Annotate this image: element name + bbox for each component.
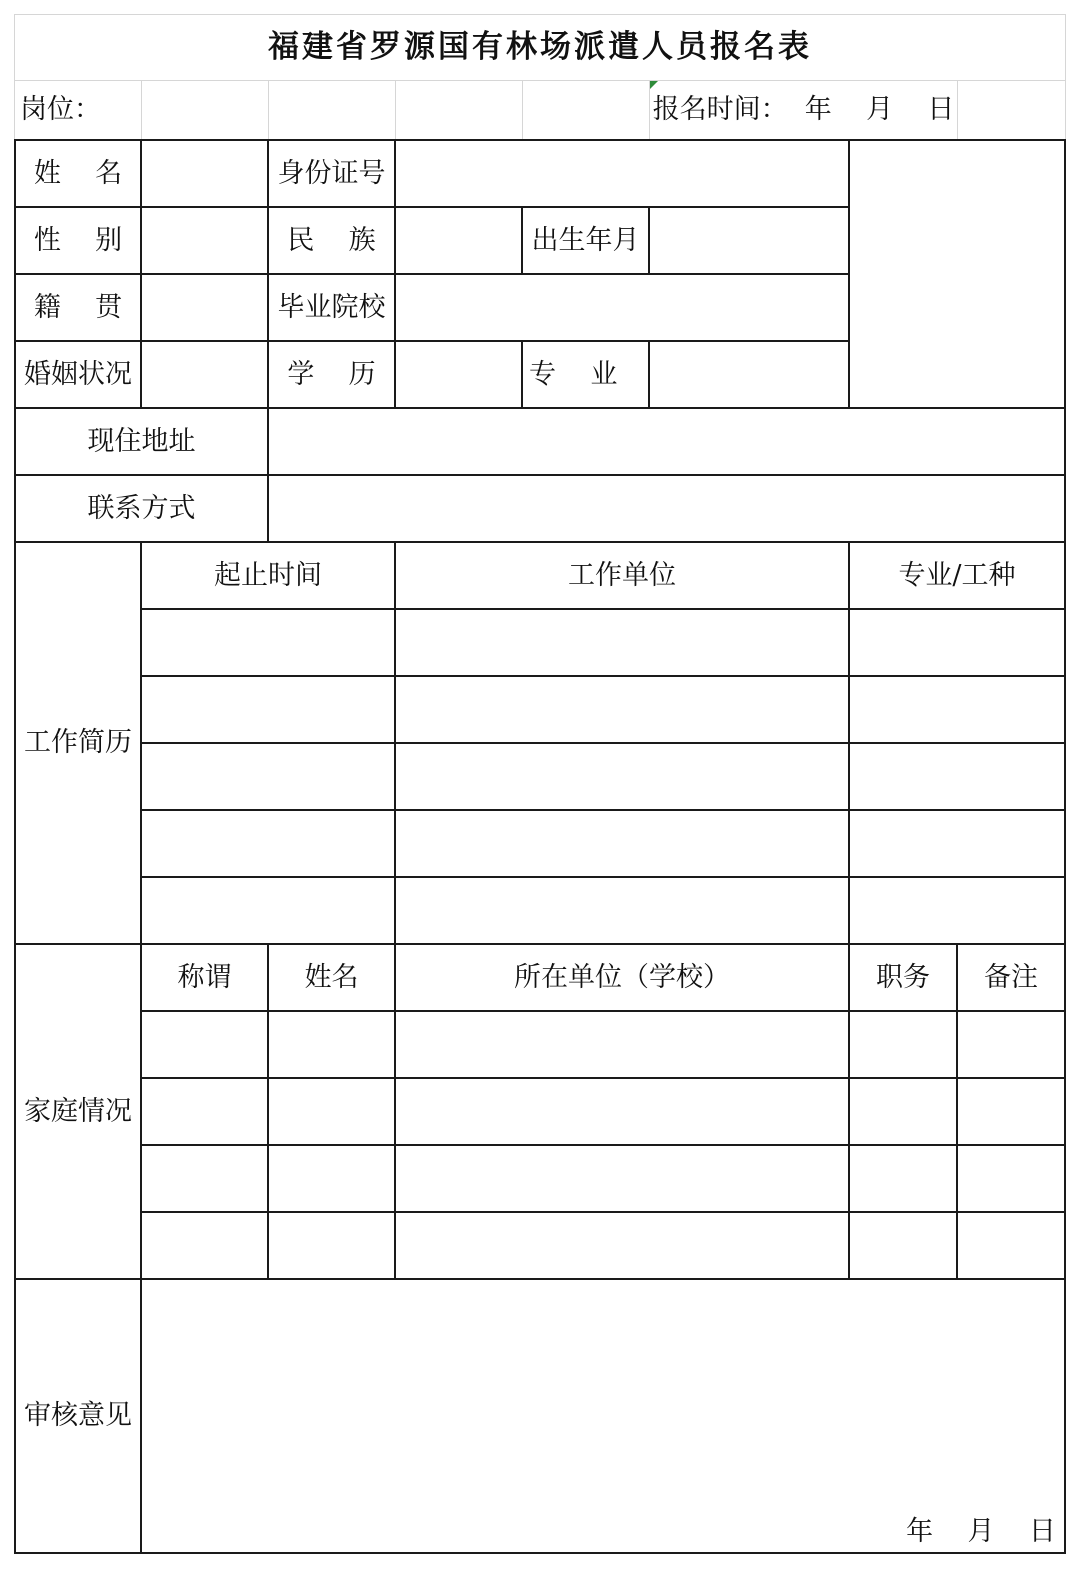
- border-line: [648, 340, 650, 408]
- border-line: [141, 1010, 1066, 1012]
- major-label: 专 业: [529, 358, 618, 390]
- border-line: [14, 1552, 1066, 1554]
- gender-label: 性 别: [33, 224, 123, 256]
- border-line: [394, 139, 396, 408]
- family-header-organization: 所在单位（学校）: [514, 961, 730, 993]
- birth-date-label: 出生年月: [531, 224, 640, 256]
- family-header-notes: 备注: [984, 961, 1038, 993]
- border-line: [394, 541, 396, 1280]
- ethnicity-label: 民 族: [287, 224, 376, 256]
- work-header-specialty: 专业/工种: [898, 559, 1016, 591]
- id-number-label: 身份证号: [277, 157, 386, 189]
- family-header-title: 职务: [876, 961, 930, 993]
- border-line: [141, 675, 1066, 677]
- gridline: [522, 80, 523, 140]
- border-line: [14, 1278, 1066, 1280]
- gridline: [268, 80, 269, 140]
- family-header-name: 姓名: [304, 961, 359, 993]
- border-line: [14, 139, 1066, 141]
- education-label: 学 历: [287, 358, 376, 390]
- school-label: 毕业院校: [277, 291, 386, 323]
- border-line: [140, 541, 142, 1554]
- border-line: [141, 1077, 1066, 1079]
- border-line: [848, 541, 850, 1280]
- gridline: [395, 80, 396, 140]
- border-line: [141, 876, 1066, 878]
- border-line: [141, 742, 1066, 744]
- work-history-label: 工作简历: [24, 727, 132, 759]
- work-header-employer: 工作单位: [568, 559, 676, 591]
- border-line: [141, 809, 1066, 811]
- review-label: 审核意见: [24, 1400, 132, 1432]
- gridline: [957, 80, 958, 140]
- family-header-relation: 称谓: [177, 961, 232, 993]
- origin-label: 籍 贯: [33, 291, 123, 323]
- gridline: [141, 80, 142, 140]
- border-line: [141, 608, 1066, 610]
- contact-label: 联系方式: [87, 492, 196, 524]
- border-line: [141, 1211, 1066, 1213]
- border-line: [140, 139, 142, 408]
- border-line: [1064, 139, 1066, 1554]
- border-line: [848, 139, 850, 408]
- work-header-period: 起止时间: [214, 559, 322, 591]
- border-line: [648, 206, 650, 274]
- family-label: 家庭情况: [24, 1095, 132, 1127]
- border-line: [141, 1144, 1066, 1146]
- address-label: 现住地址: [87, 425, 196, 457]
- name-label: 姓 名: [33, 157, 123, 189]
- review-date: 年 月 日: [906, 1516, 1056, 1548]
- marital-status-label: 婚姻状况: [24, 358, 132, 390]
- position-label: 岗位：: [20, 94, 101, 126]
- form-title: 福建省罗源国有林场派遣人员报名表: [268, 28, 812, 65]
- signup-time-label: 报名时间： 年 月 日: [652, 94, 955, 126]
